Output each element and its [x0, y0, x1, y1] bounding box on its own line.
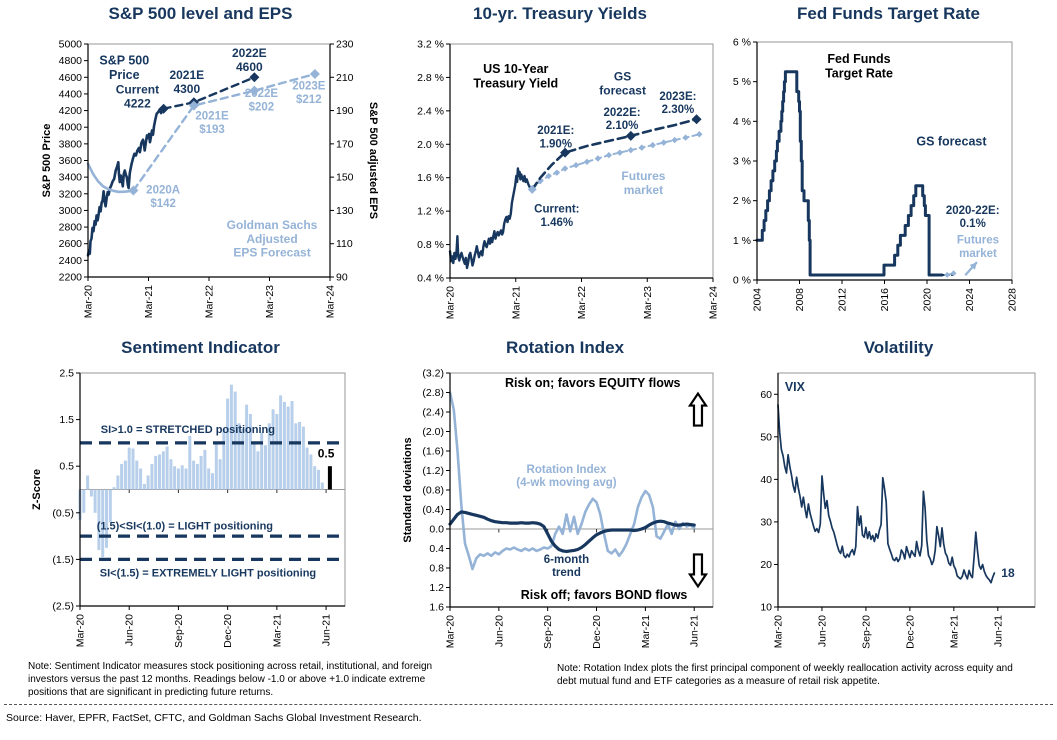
svg-text:Jun-21: Jun-21	[688, 615, 701, 648]
svg-text:2.0 %: 2.0 %	[417, 138, 444, 151]
svg-text:Mar-20: Mar-20	[444, 615, 457, 649]
svg-text:4600: 4600	[58, 71, 82, 84]
svg-text:210: 210	[336, 71, 354, 84]
svg-text:2024: 2024	[964, 288, 976, 312]
svg-text:60: 60	[760, 388, 772, 401]
svg-text:2200: 2200	[58, 271, 82, 284]
svg-text:(2.5): (2.5)	[52, 600, 74, 613]
svg-text:1.6: 1.6	[429, 601, 444, 614]
svg-text:Dec-20: Dec-20	[222, 614, 235, 648]
fedfunds-chart-title: Fed Funds Target Rate	[797, 4, 980, 23]
svg-text:Sep-20: Sep-20	[542, 615, 555, 649]
svg-text:30: 30	[760, 516, 772, 529]
svg-text:2800: 2800	[58, 221, 82, 234]
sentiment-indicator-chart	[8, 360, 393, 658]
svg-text:2 %: 2 %	[732, 195, 751, 208]
sentiment-chart-title: Sentiment Indicator	[121, 338, 280, 357]
svg-text:110: 110	[336, 238, 353, 251]
svg-text:190: 190	[336, 105, 354, 118]
svg-text:2.4 %: 2.4 %	[417, 105, 444, 118]
svg-text:Mar-21: Mar-21	[510, 286, 523, 320]
svg-text:(1.5)<SI<(1.0) = LIGHT positio: (1.5)<SI<(1.0) = LIGHT positioning	[96, 520, 274, 533]
volatility-chart-title: Volatility	[863, 338, 934, 357]
svg-text:S&P 500Price: S&P 500 Price	[99, 53, 150, 82]
svg-text:90: 90	[336, 271, 348, 284]
svg-text:50: 50	[760, 431, 772, 444]
svg-text:2023E$212: 2023E $212	[292, 80, 326, 106]
svg-text:2020A$142: 2020A $142	[146, 184, 181, 210]
svg-text:0.8 %: 0.8 %	[417, 239, 444, 252]
svg-text:5 %: 5 %	[732, 76, 751, 89]
svg-text:Current:1.46%: Current: 1.46%	[534, 203, 580, 229]
svg-text:4400: 4400	[58, 88, 82, 101]
svg-text:2016: 2016	[879, 288, 891, 312]
svg-text:Jun-20: Jun-20	[816, 615, 829, 648]
svg-text:4800: 4800	[58, 55, 82, 68]
svg-text:0.4 %: 0.4 %	[417, 272, 444, 285]
volatility-vix-chart	[740, 360, 1057, 658]
svg-text:VIX: VIX	[784, 379, 805, 394]
svg-text:2021E$193: 2021E $193	[195, 110, 229, 136]
rotation-footnote: Note: Rotation Index plots the first principal component of weekly reallocation activity across equity and debt mutual fund and ETF categories as a measure of retail risk appetite.	[557, 663, 1013, 687]
svg-text:0.5: 0.5	[59, 460, 74, 473]
svg-text:Futuresmarket: Futures market	[621, 169, 666, 197]
svg-text:150: 150	[336, 171, 354, 184]
svg-text:4000: 4000	[58, 121, 82, 134]
svg-text:3.2 %: 3.2 %	[417, 38, 444, 51]
svg-text:SI>1.0 = STRETCHED positioning: SI>1.0 = STRETCHED positioning	[100, 423, 275, 436]
svg-text:3000: 3000	[58, 204, 82, 217]
svg-text:(2.8): (2.8)	[422, 387, 444, 399]
svg-text:Mar-20: Mar-20	[82, 285, 95, 319]
treasury-chart-title: 10-yr. Treasury Yields	[473, 4, 647, 23]
svg-text:Fed FundsTarget Rate: Fed Funds Target Rate	[825, 52, 893, 81]
svg-text:0.4: 0.4	[429, 543, 444, 555]
svg-text:1 %: 1 %	[732, 234, 751, 247]
svg-text:1.2: 1.2	[429, 582, 444, 594]
svg-text:2.5: 2.5	[59, 367, 74, 380]
svg-text:(1.2): (1.2)	[422, 465, 444, 477]
svg-text:Jun-21: Jun-21	[320, 614, 333, 647]
svg-text:2020: 2020	[921, 288, 934, 312]
svg-text:2600: 2600	[58, 238, 82, 251]
svg-text:0.5: 0.5	[317, 446, 335, 461]
treasury-yields-chart	[395, 30, 725, 332]
svg-text:10: 10	[760, 601, 772, 614]
svg-text:Current4222: Current 4222	[115, 82, 160, 111]
svg-text:(0.4): (0.4)	[422, 504, 444, 516]
svg-text:6-monthtrend: 6-month trend	[543, 553, 590, 580]
svg-text:US 10-YearTreasury Yield: US 10-Year Treasury Yield	[473, 61, 559, 91]
svg-text:Futuresmarket: Futures market	[956, 234, 1000, 260]
svg-text:Dec-20: Dec-20	[591, 615, 604, 649]
svg-text:2021E4300: 2021E 4300	[169, 68, 205, 96]
svg-text:230: 230	[336, 38, 354, 51]
svg-text:GSforecast: GS forecast	[599, 69, 646, 98]
svg-text:GS forecast: GS forecast	[916, 134, 987, 149]
sp500-eps-chart	[8, 30, 393, 332]
svg-text:1.6 %: 1.6 %	[417, 172, 444, 185]
svg-text:Standard deviations: Standard deviations	[402, 437, 414, 543]
svg-text:1.5: 1.5	[59, 414, 74, 427]
svg-text:3 %: 3 %	[732, 155, 751, 168]
svg-text:Mar-20: Mar-20	[772, 615, 785, 649]
svg-text:(0.5): (0.5)	[52, 507, 74, 520]
svg-text:0.8: 0.8	[429, 562, 444, 575]
svg-text:Mar-24: Mar-24	[324, 285, 337, 319]
svg-text:40: 40	[760, 473, 772, 486]
sp500-chart-title: S&P 500 level and EPS	[108, 4, 293, 23]
svg-text:Mar-21: Mar-21	[639, 615, 652, 649]
svg-text:(2.4): (2.4)	[422, 406, 444, 419]
svg-text:SI<(1.5) = EXTREMELY LIGHT pos: SI<(1.5) = EXTREMELY LIGHT positioning	[99, 567, 317, 580]
sentiment-footnote: Note: Sentiment Indicator measures stock positioning across retail, institutional, and foreign investors versus the past 12 months. Readings below -1.0 or above +1.0 indicate extreme positions that are significant in predicting future returns.	[28, 661, 433, 698]
svg-text:Jun-20: Jun-20	[493, 615, 506, 648]
svg-text:20: 20	[760, 558, 772, 571]
svg-text:Z-Score: Z-Score	[31, 469, 43, 510]
svg-text:(0.8): (0.8)	[422, 484, 444, 497]
svg-text:Sep-20: Sep-20	[172, 614, 185, 648]
svg-text:0.0: 0.0	[429, 523, 444, 536]
svg-text:(1.5): (1.5)	[52, 553, 74, 566]
svg-text:Risk on; favors EQUITY flows: Risk on; favors EQUITY flows	[505, 376, 681, 391]
svg-text:Mar-22: Mar-22	[203, 285, 216, 319]
svg-text:6 %: 6 %	[732, 36, 751, 49]
svg-text:2022E$202: 2022E $202	[244, 88, 279, 114]
source-attribution: Source: Haver, EPFR, FactSet, CFTC, and Goldman Sachs Global Investment Research.	[6, 712, 422, 724]
svg-text:2012: 2012	[836, 288, 849, 312]
svg-text:Goldman SachsAdjustedEPS Forec: Goldman Sachs Adjusted EPS Forecast	[226, 218, 318, 260]
svg-text:2028: 2028	[1006, 288, 1019, 312]
svg-text:4200: 4200	[58, 105, 82, 118]
svg-text:S&P 500 adjusted EPS: S&P 500 adjusted EPS	[367, 101, 379, 220]
svg-text:170: 170	[336, 138, 354, 151]
svg-text:Mar-21: Mar-21	[271, 614, 284, 648]
svg-text:2021E:1.90%: 2021E: 1.90%	[537, 125, 575, 151]
svg-text:130: 130	[336, 204, 354, 217]
svg-text:2.8 %: 2.8 %	[417, 71, 444, 84]
svg-text:3600: 3600	[58, 155, 82, 167]
svg-text:2020-22E:0.1%: 2020-22E: 0.1%	[945, 204, 1000, 231]
svg-text:2400: 2400	[58, 254, 82, 267]
svg-text:3800: 3800	[58, 138, 82, 151]
svg-text:Sep-20: Sep-20	[860, 615, 873, 649]
svg-text:(2.0): (2.0)	[422, 426, 444, 438]
rotation-index-chart	[400, 360, 730, 658]
svg-text:Jun-20: Jun-20	[123, 614, 136, 647]
svg-text:Risk off; favors BOND flows: Risk off; favors BOND flows	[520, 588, 688, 603]
svg-text:Mar-23: Mar-23	[641, 286, 654, 320]
svg-text:3200: 3200	[58, 188, 82, 201]
svg-text:Mar-23: Mar-23	[264, 285, 276, 319]
svg-text:4 %: 4 %	[732, 115, 751, 128]
svg-text:Rotation Index(4-wk moving avg: Rotation Index (4-wk moving avg)	[516, 463, 617, 490]
svg-text:3400: 3400	[58, 171, 82, 184]
svg-text:Mar-20: Mar-20	[444, 286, 457, 320]
svg-text:Mar-21: Mar-21	[143, 285, 155, 319]
svg-text:2004: 2004	[751, 288, 764, 312]
svg-text:(1.6): (1.6)	[422, 445, 444, 458]
rotation-chart-title: Rotation Index	[505, 338, 625, 357]
svg-text:Mar-21: Mar-21	[948, 615, 961, 649]
svg-text:1.2 %: 1.2 %	[417, 205, 444, 218]
svg-text:Jun-21: Jun-21	[992, 615, 1005, 648]
footer-divider	[4, 704, 1053, 705]
fed-funds-rate-chart	[722, 30, 1055, 332]
svg-text:2023E:2.30%: 2023E: 2.30%	[659, 90, 697, 117]
svg-text:(3.2): (3.2)	[422, 367, 444, 380]
svg-text:18: 18	[1001, 566, 1015, 581]
svg-text:2022E:2.10%: 2022E: 2.10%	[603, 106, 641, 133]
svg-text:Mar-24: Mar-24	[707, 286, 720, 320]
svg-text:S&P 500 Price: S&P 500 Price	[41, 123, 53, 198]
svg-text:Mar-20: Mar-20	[74, 614, 87, 648]
svg-text:2022E4600: 2022E 4600	[231, 46, 267, 74]
svg-text:Dec-20: Dec-20	[904, 615, 917, 649]
svg-text:Mar-22: Mar-22	[576, 286, 588, 320]
svg-text:0 %: 0 %	[732, 274, 751, 287]
svg-text:5000: 5000	[58, 38, 82, 51]
svg-text:2008: 2008	[794, 288, 806, 312]
